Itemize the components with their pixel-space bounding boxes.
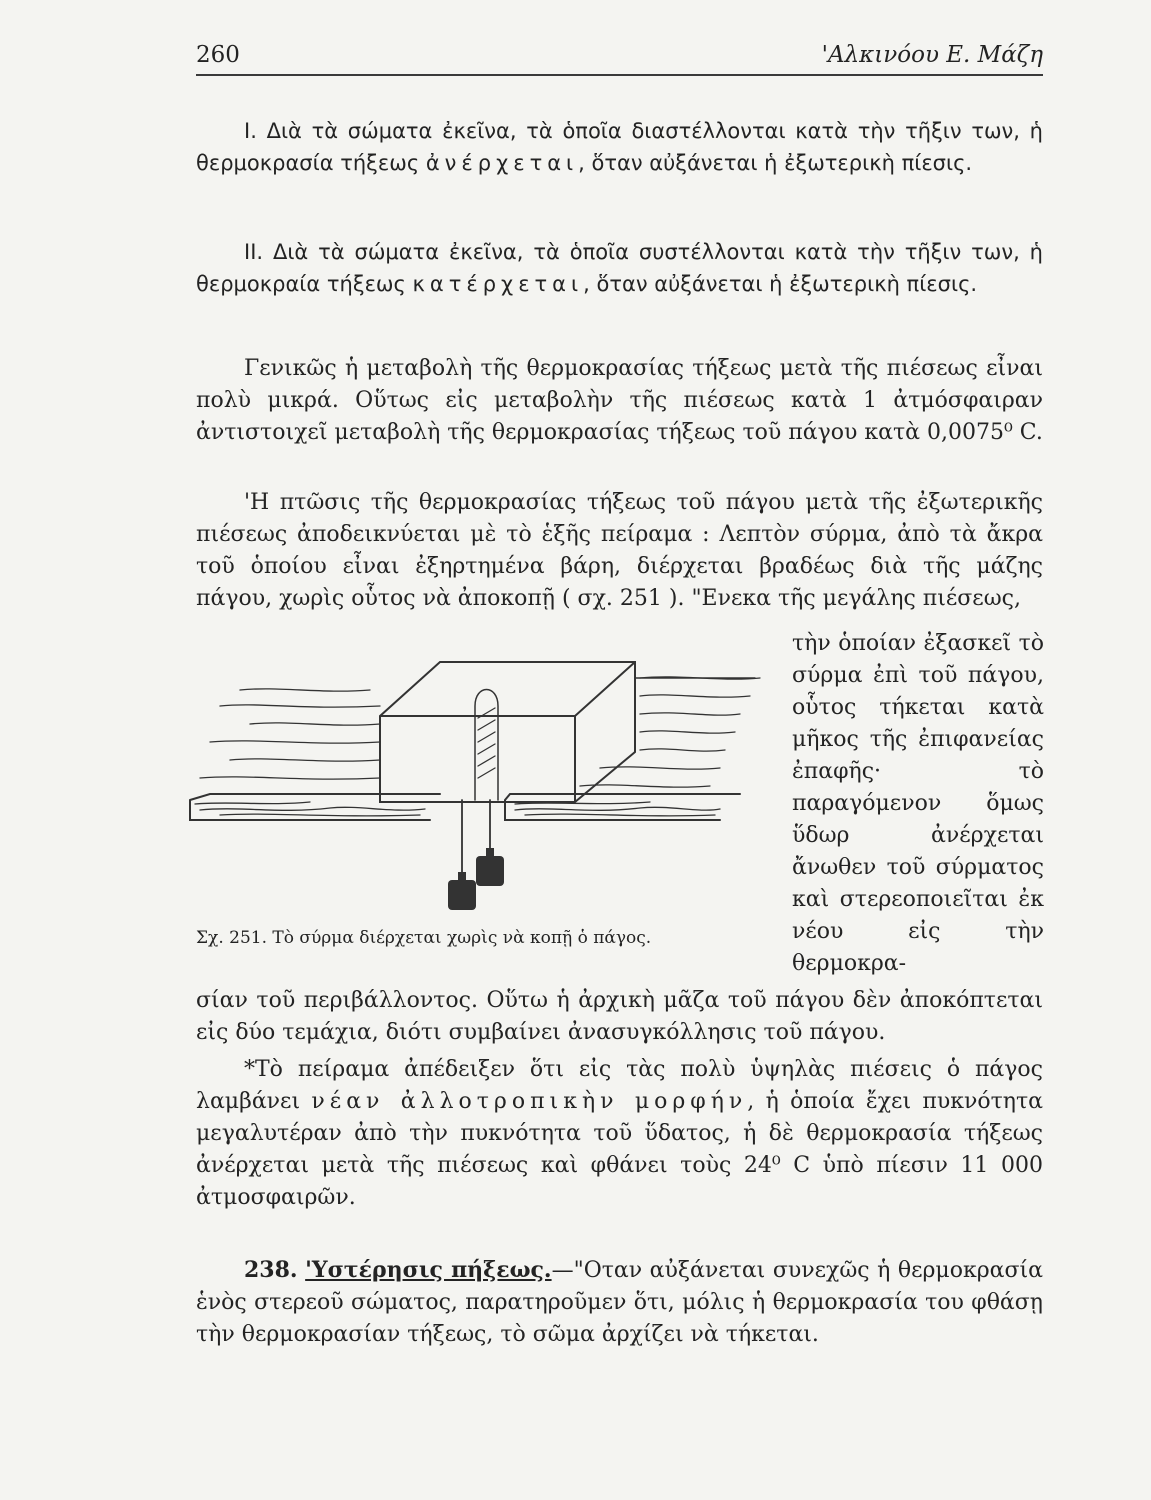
- section-238-paragraph: [196, 1254, 1043, 1351]
- rule-ii-emphasis: κατέρχεται: [412, 272, 584, 296]
- rule-i-emphasis: ἀνέρχεται: [425, 151, 579, 175]
- section-title: 'Υστέρησις πήξεως.: [305, 1257, 552, 1283]
- figure-caption: Σχ. 251. Τὸ σύρμα διέρχεται χωρὶς νὰ κοπῇ ὁ πάγος.: [196, 928, 652, 948]
- rule-ii-paragraph: [196, 236, 1043, 300]
- running-head: 'Αλκινόου Ε. Μάζη: [821, 42, 1043, 68]
- water-surface-left: [200, 689, 380, 779]
- weight-left-hook: [458, 872, 466, 880]
- note-emphasis: νέαν ἀλλοτροπικὴν μορφήν: [311, 1089, 748, 1114]
- continuation-paragraph: σίαν τοῦ περιβάλλοντος. Οὕτω ἡ ἀρχικὴ μᾶζα τοῦ πάγου δὲν ἀποκόπτεται εἰς δύο τεμάχια, διότι συμβαίνει ἀνασυγκόλλησις τοῦ πάγου.: [196, 988, 1043, 1045]
- weight-right: [476, 856, 504, 886]
- figure-251-wire-through-ice: [180, 648, 780, 928]
- rule-ii-text-a: II. Διὰ τὰ σώματα ἐκεῖνα, τὰ ὁποῖα συστέλλονται κατὰ τὴν τῆξιν των, ἡ θερμοκραία τήξεως: [196, 240, 1043, 296]
- header-rule: [196, 74, 1043, 76]
- page-header: [196, 38, 1043, 72]
- rule-i-text-a: I. Διὰ τὰ σώματα ἐκεῖνα, τὰ ὁποῖα διαστέλλονται κατὰ τὴν τῆξιν των, ἡ θερμοκρασία τήξεως: [196, 119, 1043, 175]
- ice-block-outline: [380, 662, 635, 802]
- wire-hatch: [478, 708, 495, 778]
- general-paragraph: Γενικῶς ἡ μεταβολὴ τῆς θερμοκρασίας τήξεως μετὰ τῆς πιέσεως εἶναι πολὺ μικρά. Οὕτως εἰς μεταβολὴν τῆς πιέσεως κατὰ 1 ἀτμόσφαιραν ἀντιστοιχεῖ μεταβολὴ τῆς θερμοκρασίας τήξεως τοῦ πάγου κατὰ 0,0075⁰ C.: [196, 356, 1043, 445]
- wood-grain-right: [515, 802, 720, 816]
- note-paragraph: [196, 1054, 1043, 1214]
- wood-grain-left: [195, 802, 425, 816]
- experiment-paragraph: 'Η πτῶσις τῆς θερμοκρασίας τήξεως τοῦ πάγου μετὰ τῆς ἐξωτερικῆς πιέσεως ἀποδεικνύεται μὲ τὸ ἑξῆς πείραμα : Λεπτὸν σύρμα, ἀπὸ τὰ ἄκρα τοῦ ὁποίου εἶναι ἐξηρτημένα βάρη, διέρχεται βραδέως διὰ τῆς μάζης πάγου, χωρὶς οὗτος νὰ ἀποκοπῇ ( σχ. 251 ). "Ενεκα τῆς μεγάλης πιέσεως,: [196, 490, 1043, 611]
- note-text-a: *Τὸ πείραμα ἀπέδειξεν ὅτι εἰς τὰς πολὺ ὑψηλὰς πιέσεις ὁ πάγος λαμβάνει: [196, 1057, 1043, 1114]
- weight-right-hook: [486, 848, 494, 856]
- note-text-b: , ἡ ὁποία ἔχει πυκνότητα μεγαλυτέραν ἀπὸ τὴν πυκνότητα τοῦ ὕδατος, ἡ δὲ θερμοκρασία τήξεως ἀνέρχεται μετὰ τῆς πιέσεως καὶ φθάνει τοὺς 24⁰ C ὑπὸ πίεσιν 11 000 ἀτμοσφαιρῶν.: [196, 1089, 1043, 1210]
- rule-ii-text-b: , ὅταν αὐξάνεται ἡ ἐξωτερικὴ πίεσις.: [583, 272, 978, 296]
- section-number: 238.: [244, 1257, 298, 1283]
- weight-left: [448, 880, 476, 910]
- rule-i-text-b: , ὅταν αὐξάνεται ἡ ἐξωτερικὴ πίεσις.: [578, 151, 973, 175]
- section-text: —"Οταν αὐξάνεται συνεχῶς ἡ θερμοκρασία ἑνὸς στερεοῦ σώματος, παρατηροῦμεν ὅτι, μόλις ἡ θερμοκρασία του φθάσῃ τὴν θερμοκρασίαν τήξεως, τὸ σῶμα ἀρχίζει νὰ τήκεται.: [196, 1258, 1043, 1347]
- rule-i-paragraph: [196, 115, 1043, 179]
- page-number: 260: [196, 42, 240, 68]
- side-column-text: τὴν ὁποίαν ἐξασκεῖ τὸ σύρμα ἐπὶ τοῦ πάγου, οὗτος τήκεται κατὰ μῆκος τῆς ἐπιφανείας ἐπαφῆς· τὸ παραγόμενον ὅμως ὕδωρ ἀνέρχεται ἄνωθεν τοῦ σύρματος καὶ στερεοποιεῖται ἐκ νέου εἰς τὴν θερμοκρα-: [792, 631, 1044, 976]
- water-surface-right: [580, 677, 760, 787]
